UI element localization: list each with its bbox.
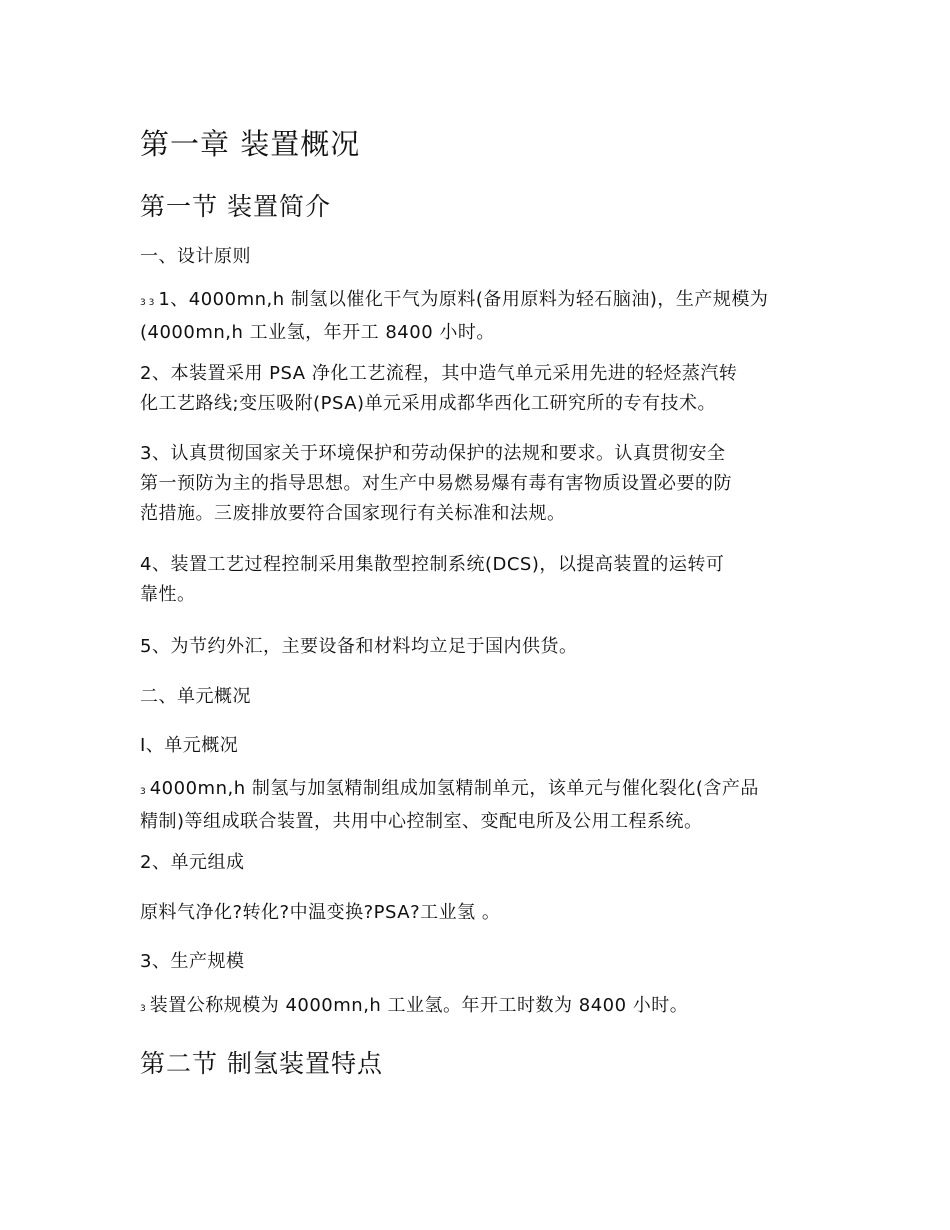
unit-subheading-2: 2、单元组成 xyxy=(140,852,245,873)
paragraph-line: 化工艺路线;变压吸附(PSA)单元采用成都华西化工研究所的专有技术。 xyxy=(140,393,717,414)
paragraph-item-1 xyxy=(140,285,820,348)
paragraph-text: 1、4000mn,h 制氢以催化干气为原料(备用原料为轻石脑油)，生产规模为 xyxy=(158,289,769,310)
paragraph-text: 装置公称规模为 4000mn,h 工业氢。年开工时数为 8400 小时。 xyxy=(149,995,689,1016)
superscript-mark: 3 xyxy=(140,787,146,797)
paragraph-line: 精制)等组成联合装置，共用中心控制室、变配电所及公用工程系统。 xyxy=(140,811,703,832)
paragraph-item-4 xyxy=(140,550,820,610)
paragraph-line: (4000mn,h 工业氢，年开工 8400 小时。 xyxy=(140,322,495,343)
design-principles-heading: 一、设计原则 xyxy=(140,246,251,267)
paragraph-line: 第一预防为主的指导思想。对生产中易燃易爆有毒有害物质设置必要的防 xyxy=(140,473,732,494)
paragraph-line: 3、认真贯彻国家关于环境保护和劳动保护的法规和要求。认真贯彻安全 xyxy=(140,443,726,464)
unit-paragraph-1 xyxy=(140,774,820,837)
paragraph-item-5: 5、为节约外汇，主要设备和材料均立足于国内供货。 xyxy=(140,636,578,657)
paragraph-line xyxy=(140,285,820,318)
unit-subheading-1: I、单元概况 xyxy=(140,735,239,756)
paragraph-item-2 xyxy=(140,359,820,419)
paragraph-line: 靠性。 xyxy=(140,584,196,605)
paragraph-text: 4000mn,h 制氢与加氢精制组成加氢精制单元，该单元与催化裂化(含产品 xyxy=(149,778,759,799)
unit-overview-heading: 二、单元概况 xyxy=(140,686,251,707)
paragraph-line: 范措施。三废排放要符合国家现行有关标准和法规。 xyxy=(140,503,566,524)
section-title-intro: 第一节 装置简介 xyxy=(140,192,331,221)
paragraph-line xyxy=(140,774,820,807)
paragraph-line: 4、装置工艺过程控制采用集散型控制系统(DCS)，以提高装置的运转可 xyxy=(140,554,725,575)
paragraph-item-3 xyxy=(140,439,820,529)
production-scale-text xyxy=(140,991,820,1024)
superscript-mark: 3 3 xyxy=(140,298,155,308)
paragraph-line: 2、本装置采用 PSA 净化工艺流程，其中造气单元采用先进的轻烃蒸汽转 xyxy=(140,363,738,384)
superscript-mark: 3 xyxy=(140,1004,146,1014)
unit-subheading-3: 3、生产规模 xyxy=(140,951,245,972)
unit-composition-text: 原料气净化?转化?中温变换?PSA?工业氢 。 xyxy=(140,902,501,923)
section-title-features: 第二节 制氢装置特点 xyxy=(140,1049,383,1078)
chapter-title: 第一章 装置概况 xyxy=(140,127,361,161)
